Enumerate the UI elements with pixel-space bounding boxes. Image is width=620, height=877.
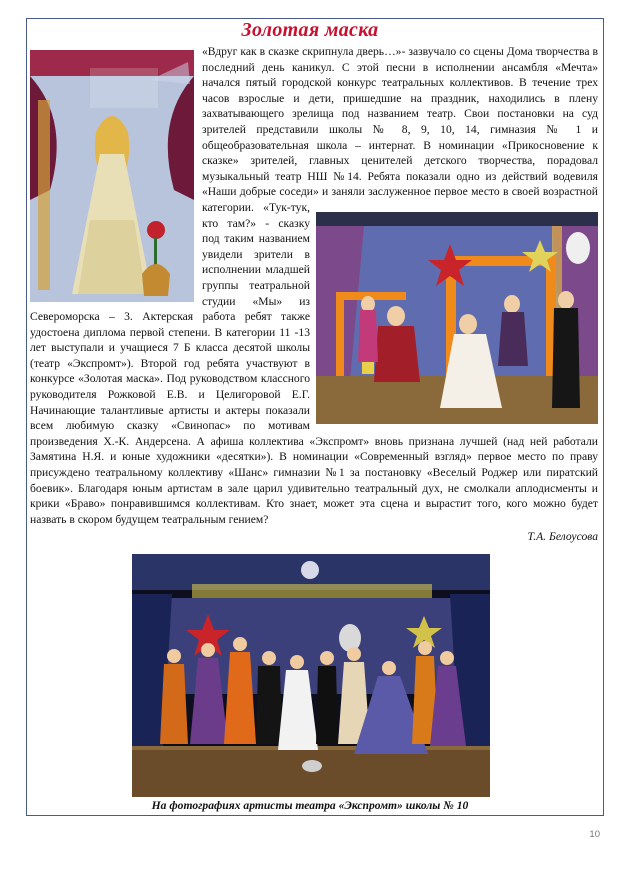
poster-photo bbox=[30, 50, 194, 302]
article-body bbox=[30, 44, 598, 545]
stage-photo-top bbox=[316, 212, 598, 424]
stage-photo-bottom bbox=[132, 554, 490, 797]
photo-caption: На фотографиях артисты театра «Экспромт» школы № 10 bbox=[151, 799, 469, 812]
page-number: 10 bbox=[589, 829, 600, 840]
article-signature: Т.А. Белоусова bbox=[527, 530, 598, 544]
article-text: «Вдруг как в сказке скрипнула дверь…»- зазвучало со сцены Дома творчества в последний день каникул. С этой песни в исполнении ансамбля «Мечта» начался пятый городской конкурс театральных коллективов. В течение трех часов взрослые и дети, пришедшие на праздник, находились в плену захватывающего зрелища под названием театр. Свои постановки на суд зрителей представили школы № 8, 9, 10, 14, гимназия № 1 и общеобразовательная школа – интернат. В номинации «Прикосновение к сказке» зрителей, главных ценителей детского творчества, порадовал музыкальный театр НШ №14. Ребята показали одно из действий водевиля «Наши добрые соседи» и заняли заслуженное первое место в своей возрастной категории. «Тук-тук, кто там?» - сказку под таким названием увидели зрители в исполнении младшей группы театральной студии «Мы» из Североморска – 3. Актерская работа ребят также удостоена диплома первой степени. В категории 11 -13 лет выступали и учащиеся 7 Б класса десятой школы (театр «Экспромт»). Второй год ребята участвуют в конкурсе «Золотая маска». Под руководством классного руководителя Рожковой Е.В. и Целигоровой Е.Г. Начинающие талантливые артисты и актеры показали всем любимую сказку «Свинопас» по мотивам произведения Х.-К. Андерсена. А афиша коллектива «Экспромт» вновь признана лучшей (над ней работали Замятина Н.Я. и юные художники «десятки»). В номинации «Современный взгляд» первое место по праву присуждено театральному коллективу «Шанс» гимназии №1 за постановку «Веселый Роджер или пиратский боевик». Благодаря юным артистам в зале царил удивительно театральный дух, не смолкали аплодисменты и крики «Браво» понравившимся коллективам. Кто знает, может эта сцена и вырастит того, кого можно будет назвать в скором будущем театральным гением? bbox=[30, 45, 598, 526]
article-title: Золотая маска bbox=[241, 19, 379, 41]
